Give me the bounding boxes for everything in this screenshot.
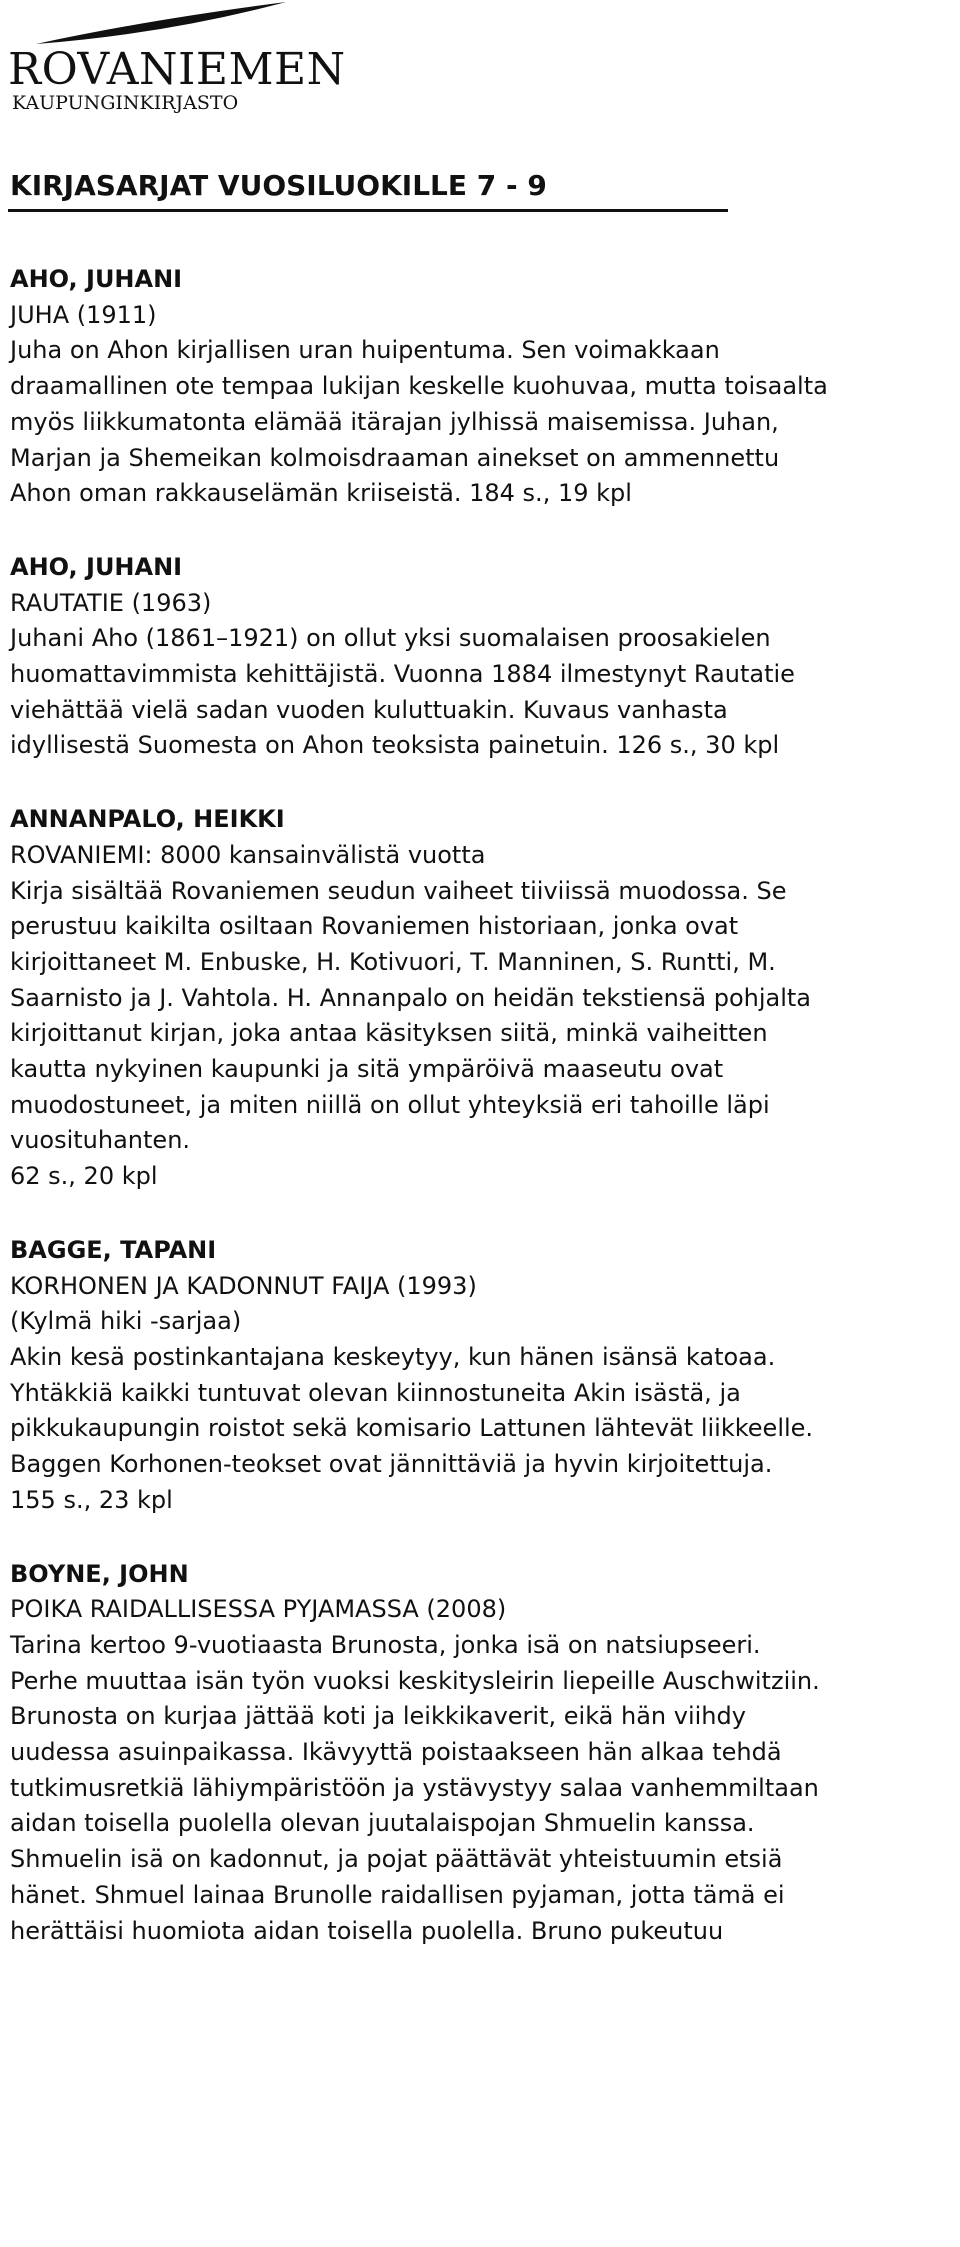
book-description-line: Juhani Aho (1861–1921) on ollut yksi suomalaisen proosakielen (10, 624, 771, 653)
book-description-line: Akin kesä postinkantajana keskeytyy, kun hänen isänsä katoaa. (10, 1342, 776, 1371)
book-description-line: Juha on Ahon kirjallisen uran huipentuma. Sen voimakkaan (10, 336, 720, 365)
book-description-line: Yhtäkkiä kaikki tuntuvat olevan kiinnostuneita Akin isästä, ja (10, 1378, 741, 1407)
book-title: KORHONEN JA KADONNUT FAIJA (1993) (10, 1271, 477, 1300)
book-description-line: Baggen Korhonen-teokset ovat jännittäviä ja hyvin kirjoitettuja. (10, 1450, 773, 1479)
book-entry (10, 1233, 960, 1519)
book-description-line: vuosituhanten. (10, 1126, 191, 1155)
book-description-line: Ahon oman rakkauselämän kriiseistä. 184 s., 19 kpl (10, 479, 632, 508)
book-title: POIKA RAIDALLISESSA PYJAMASSA (2008) (10, 1595, 507, 1624)
book-title: ROVANIEMI: 8000 kansainvälistä vuotta (10, 840, 486, 869)
book-description-line: Tarina kertoo 9-vuotiaasta Brunosta, jonka isä on natsiupseeri. (10, 1630, 761, 1659)
book-description-line: kirjoittaneet M. Enbuske, H. Kotivuori, T. Manninen, S. Runtti, M. (10, 947, 776, 976)
book-entry (10, 262, 960, 512)
book-description-line: draamallinen ote tempaa lukijan keskelle kuohuvaa, mutta toisaalta (10, 372, 828, 401)
book-description-line: muodostuneet, ja miten niillä on ollut yhteyksiä eri tahoille läpi (10, 1090, 770, 1119)
book-description-line: idyllisestä Suomesta on Ahon teoksista painetuin. 126 s., 30 kpl (10, 731, 780, 760)
logo-roof-icon (16, 0, 316, 50)
book-description-line: myös liikkumatonta elämää itärajan jylhissä maisemissa. Juhan, (10, 407, 779, 436)
book-description-line: Shmuelin isä on kadonnut, ja pojat päättävät yhteistuumin etsiä (10, 1845, 783, 1874)
book-description-line: kirjoittanut kirjan, joka antaa käsityksen siitä, minkä vaiheitten (10, 1019, 768, 1048)
book-description-line: huomattavimmista kehittäjistä. Vuonna 1884 ilmestynyt Rautatie (10, 660, 795, 689)
book-description-line: 155 s., 23 kpl (10, 1485, 173, 1514)
book-description-line: Saarnisto ja J. Vahtola. H. Annanpalo on heidän tekstiensä pohjalta (10, 983, 812, 1012)
book-author: BAGGE, TAPANI (10, 1235, 217, 1264)
book-description-line: Marjan ja Shemeikan kolmoisdraaman ainekset on ammennettu (10, 443, 780, 472)
document-title: KIRJASARJAT VUOSILUOKILLE 7 - 9 (10, 169, 547, 202)
book-description-line: Brunosta on kurjaa jättää koti ja leikkikaverit, eikä hän viihdy (10, 1702, 746, 1731)
book-description-line: viehättää vielä sadan vuoden kuluttuakin. Kuvaus vanhasta (10, 695, 728, 724)
book-title: RAUTATIE (1963) (10, 588, 212, 617)
book-description-line: hänet. Shmuel lainaa Brunolle raidallisen pyjaman, jotta tämä ei (10, 1880, 785, 1909)
logo-title: ROVANIEMEN (8, 44, 346, 95)
book-description-line: pikkukaupungin roistot sekä komisario Lattunen lähtevät liikkeelle. (10, 1414, 814, 1443)
book-description-line: Kirja sisältää Rovaniemen seudun vaiheet tiiviissä muodossa. Se (10, 876, 787, 905)
book-description-line: tutkimusretkiä lähiympäristöön ja ystävystyy salaa vanhemmiltaan (10, 1773, 819, 1802)
book-description-line: perustuu kaikilta osiltaan Rovaniemen historiaan, jonka ovat (10, 912, 739, 941)
book-title: JUHA (1911) (10, 300, 157, 329)
book-author: AHO, JUHANI (10, 552, 183, 581)
book-list (10, 262, 960, 1987)
book-description-line: herättäisi huomiota aidan toisella puolella. Bruno pukeutuu (10, 1916, 724, 1945)
book-description-line: aidan toisella puolella olevan juutalaispojan Shmuelin kanssa. (10, 1809, 755, 1838)
book-author: BOYNE, JOHN (10, 1559, 189, 1588)
book-description-line: (Kylmä hiki -sarjaa) (10, 1307, 242, 1336)
book-description-line: uudessa asuinpaikassa. Ikävyyttä poistaakseen hän alkaa tehdä (10, 1738, 782, 1767)
book-author: ANNANPALO, HEIKKI (10, 805, 285, 834)
book-description-line: Perhe muuttaa isän työn vuoksi keskitysleirin liepeille Auschwitziin. (10, 1666, 820, 1695)
book-entry (10, 550, 960, 764)
title-underline (8, 209, 728, 212)
book-entry (10, 1557, 960, 1950)
book-description-line: kautta nykyinen kaupunki ja sitä ympäröivä maaseutu ovat (10, 1055, 724, 1084)
logo-subtitle: KAUPUNGINKIRJASTO (12, 92, 239, 114)
book-author: AHO, JUHANI (10, 265, 183, 293)
book-description-line: 62 s., 20 kpl (10, 1162, 158, 1191)
book-entry (10, 802, 960, 1195)
library-logo (8, 0, 346, 118)
